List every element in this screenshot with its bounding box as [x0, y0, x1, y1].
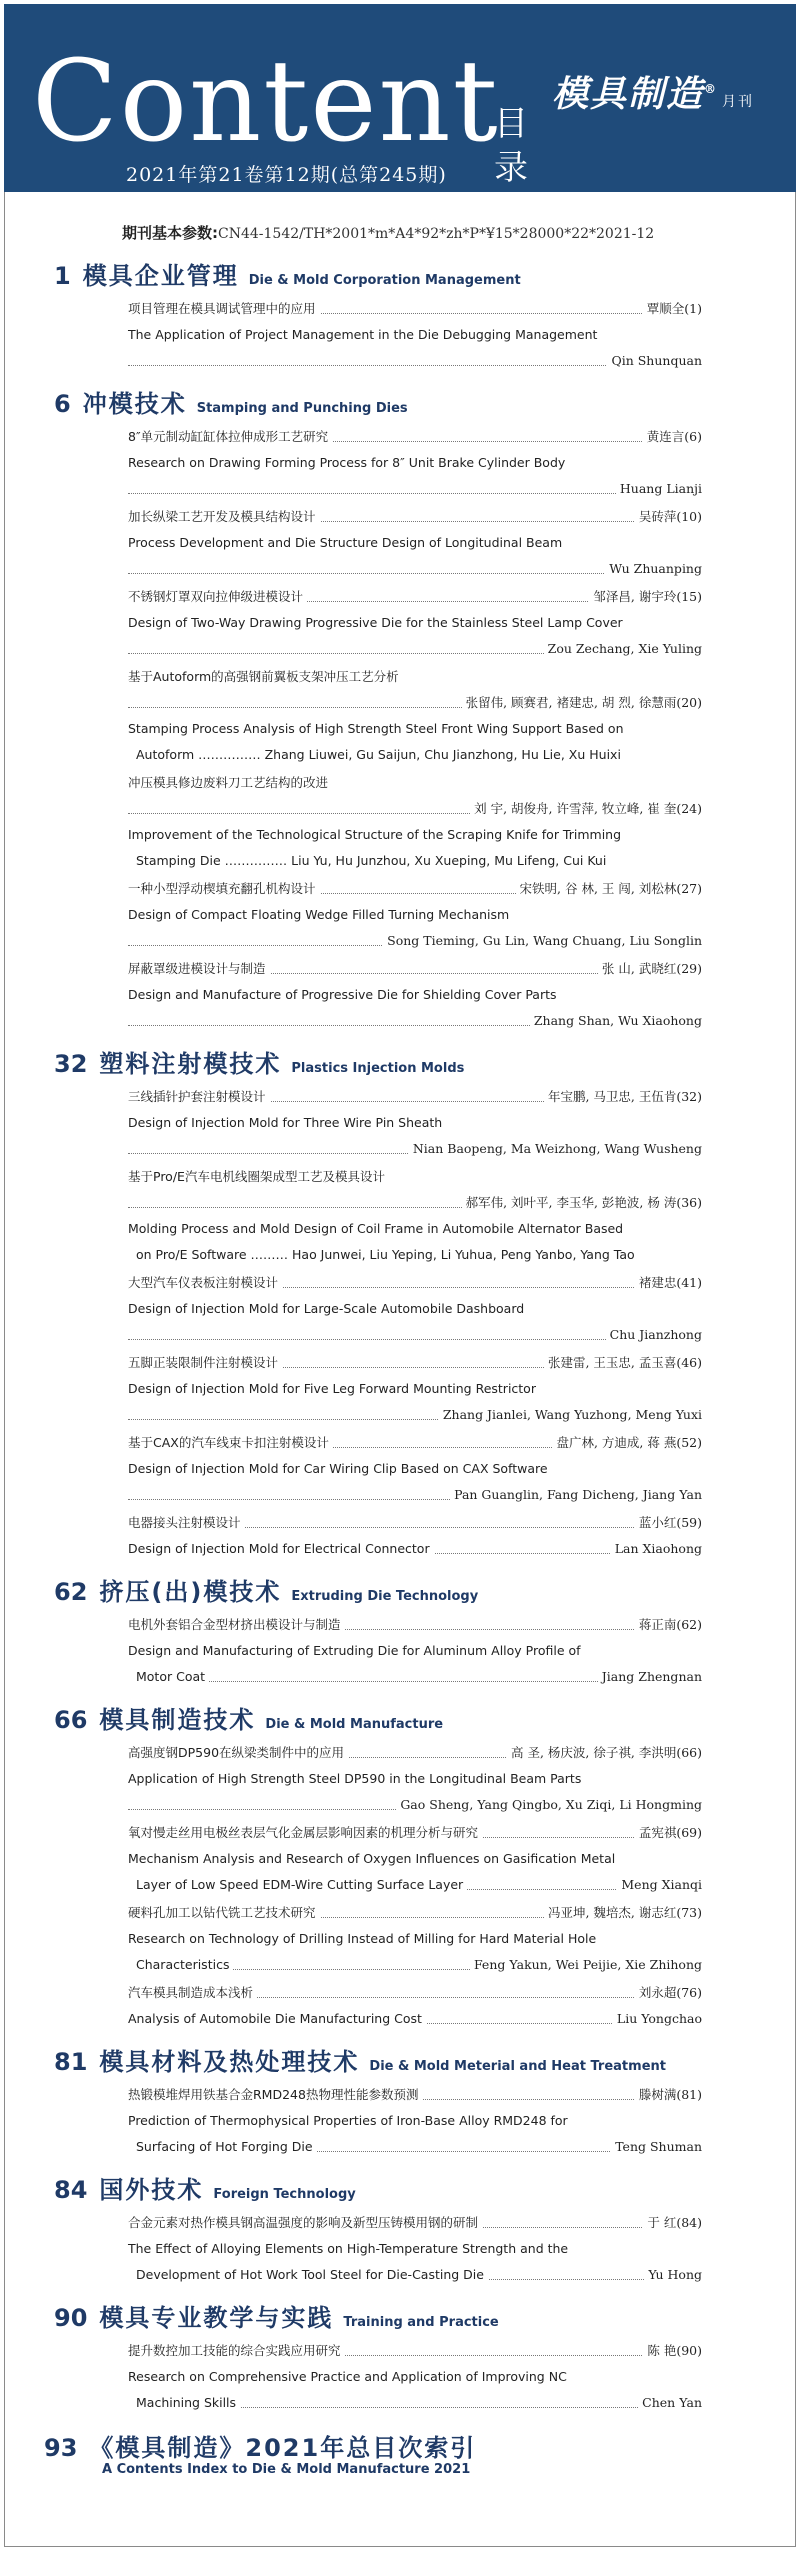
entry-authors-en-right: Zhang Shan, Wu Xiaohong	[530, 1008, 702, 1034]
toc-entry	[128, 584, 702, 662]
entry-authors-en-right: Gao Sheng, Yang Qingbo, Xu Ziqi, Li Hongming	[396, 1792, 702, 1818]
toc-entry	[128, 1612, 702, 1690]
entry-authors-en	[128, 2134, 702, 2160]
entry-title-en	[128, 1846, 702, 1872]
entry-authors-cn-right: 张留伟, 顾赛君, 褚建忠, 胡 烈, 徐慧雨(20)	[462, 690, 702, 716]
section-number: 66	[54, 1706, 88, 1734]
toc-entry	[128, 1430, 702, 1508]
entry-title-cn-lead: 三线插针护套注射模设计	[128, 1084, 270, 1110]
entry-title-en-lead: Design of Injection Mold for Electrical Connector	[128, 1536, 434, 1562]
entry-title-cn-lead: 屏蔽罩级进模设计与制造	[128, 956, 270, 982]
section-heading	[54, 1700, 443, 1732]
section-heading	[54, 1044, 464, 1076]
entry-authors-en-right: Huang Lianji	[616, 476, 702, 502]
entry-title-en-text: Prediction of Thermophysical Properties of Iron-Base Alloy RMD248 for	[128, 2113, 568, 2128]
section-number: 32	[54, 1050, 88, 1078]
section-title-en: Plastics Injection Molds	[291, 1061, 465, 1076]
toc-entry	[128, 770, 702, 874]
registered-icon: ®	[704, 82, 719, 96]
section-heading	[54, 256, 521, 288]
entry-authors-en-text: Stamping Die …………… Liu Yu, Hu Junzhou, Xu Xueping, Mu Lifeng, Cui Kui	[136, 853, 607, 868]
toc-entry	[128, 1740, 702, 1818]
entry-authors-cn-right: 刘 宇, 胡俊舟, 许雪萍, 牧立峰, 崔 奎(24)	[470, 796, 702, 822]
entry-title-cn	[128, 956, 702, 982]
section-title-cn: 挤压(出)模技术	[99, 1578, 282, 1606]
entry-title-cn-lead: 提升数控加工技能的综合实践应用研究	[128, 2338, 345, 2364]
entry-authors-en-text: on Pro/E Software ……… Hao Junwei, Liu Yeping, Li Yuhua, Peng Yanbo, Yang Tao	[136, 1247, 635, 1262]
section-heading	[54, 384, 408, 416]
entry-title-cn-right: 冯亚坤, 魏培杰, 谢志红(73)	[544, 1900, 702, 1926]
section-title-cn: 国外技术	[99, 2176, 204, 2204]
params-label: 期刊基本参数:	[122, 224, 218, 242]
entry-authors-en-right: Feng Yakun, Wei Peijie, Xie Zhihong	[470, 1952, 702, 1978]
entry-title-cn-lead: 电机外套铝合金型材挤出模设计与制造	[128, 1612, 345, 1638]
entry-authors-cn	[128, 1190, 702, 1216]
toc-entry	[128, 504, 702, 582]
section-title-cn: 模具材料及热处理技术	[99, 2048, 360, 2076]
entry-title-cn-lead: 不锈钢灯罩双向拉伸级进模设计	[128, 584, 307, 610]
entry-title-cn-lead: 8″单元制动缸缸体拉伸成形工艺研究	[128, 424, 332, 450]
entry-authors-en-right: Teng Shuman	[611, 2134, 702, 2160]
entry-title-cn	[128, 1510, 702, 1536]
entry-title-cn	[128, 1740, 702, 1766]
logo-text: 模具制造	[552, 73, 705, 115]
entry-title-cn	[128, 664, 702, 690]
section-heading	[54, 2298, 499, 2330]
entry-authors-en-lead: Motor Coat	[128, 1664, 209, 1690]
entry-title-en-text: Design and Manufacturing of Extruding Die for Aluminum Alloy Profile of	[128, 1643, 581, 1658]
entry-title-cn-right: 褚建忠(41)	[635, 1270, 702, 1296]
entry-title-en	[128, 1766, 702, 1792]
entry-title-cn-right: 盘广林, 方迪成, 蒋 燕(52)	[552, 1430, 702, 1456]
toc-entry	[128, 1084, 702, 1162]
index-heading	[44, 2428, 476, 2460]
entry-authors-en-right: Chu Jianzhong	[606, 1322, 702, 1348]
entry-title-cn-lead: 基于CAX的汽车线束卡扣注射模设计	[128, 1430, 333, 1456]
toc-entry	[128, 1980, 702, 2032]
entry-authors-en	[128, 1136, 702, 1162]
entry-title-cn-right: 邹泽昌, 谢宇玲(15)	[589, 584, 702, 610]
section-title-cn: 塑料注射模技术	[99, 1050, 282, 1078]
entry-title-cn-right: 刘永超(76)	[635, 1980, 702, 2006]
entry-title-en-text: Research on Drawing Forming Process for 8″ Unit Brake Cylinder Body	[128, 455, 566, 470]
header-cn: 目录	[494, 104, 528, 188]
entry-title-cn-lead: 热锻模堆焊用铁基合金RMD248热物理性能参数预测	[128, 2082, 422, 2108]
entry-title-en	[128, 450, 702, 476]
section-heading	[54, 2042, 666, 2074]
entry-title-cn-lead: 合金元素对热作模具钢高温强度的影响及新型压铸模用钢的研制	[128, 2210, 482, 2236]
index-title-cn: 《模具制造》2021年总目次索引	[89, 2434, 477, 2462]
toc-entry	[128, 876, 702, 954]
entry-title-cn	[128, 2082, 702, 2108]
entry-title-en	[128, 716, 702, 742]
entry-authors-en	[128, 476, 702, 502]
entry-title-cn-lead: 一种小型浮动楔填充翻孔机构设计	[128, 876, 320, 902]
entry-title-cn-lead: 加长纵梁工艺开发及模具结构设计	[128, 504, 320, 530]
entry-title-en-text: Molding Process and Mold Design of Coil Frame in Automobile Alternator Based	[128, 1221, 624, 1236]
section-number: 81	[54, 2048, 88, 2076]
entry-authors-en-right: Pan Guanglin, Fang Dicheng, Jiang Yan	[450, 1482, 702, 1508]
toc-entry	[128, 1510, 702, 1562]
toc-entry	[128, 2338, 702, 2416]
toc-entry	[128, 424, 702, 502]
entry-title-en	[128, 1296, 702, 1322]
entry-authors-en	[128, 2262, 702, 2288]
entry-title-en	[128, 902, 702, 928]
index-title-en: A Contents Index to Die & Mold Manufacture 2021	[102, 2462, 471, 2477]
section-title-en: Extruding Die Technology	[291, 1589, 479, 1604]
entry-title-en	[128, 1638, 702, 1664]
entry-authors-en	[128, 848, 702, 874]
section-heading	[54, 2170, 356, 2202]
section-number: 6	[54, 390, 71, 418]
entry-authors-en-lead: Machining Skills	[128, 2390, 240, 2416]
section-title-en: Foreign Technology	[213, 2187, 356, 2202]
params-value: CN44-1542/TH*2001*m*A4*92*zh*P*¥15*28000*22*2021-12	[218, 226, 655, 242]
journal-params	[122, 222, 654, 243]
entry-authors-en-lead: Development of Hot Work Tool Steel for Die-Casting Die	[128, 2262, 488, 2288]
entry-title-cn	[128, 1980, 702, 2006]
entry-title-cn-right: 蓝小红(59)	[635, 1510, 702, 1536]
entry-authors-en-lead: Characteristics	[128, 1952, 233, 1978]
section-number: 84	[54, 2176, 88, 2204]
entry-title-cn-right: 孟宪祺(69)	[635, 1820, 702, 1846]
entry-title-cn-right: 高 圣, 杨庆波, 徐子祺, 李洪明(66)	[507, 1740, 702, 1766]
entry-title-en	[128, 2236, 702, 2262]
toc-entry	[128, 956, 702, 1034]
section-title-cn: 冲模技术	[82, 390, 187, 418]
entry-title-en-text: Design of Compact Floating Wedge Filled Turning Mechanism	[128, 907, 510, 922]
entry-title-cn-right: 滕树满(81)	[635, 2082, 702, 2108]
entry-authors-en	[128, 742, 702, 768]
entry-title-cn	[128, 1900, 702, 1926]
entry-authors-en-right: Zhang Jianlei, Wang Yuzhong, Meng Yuxi	[439, 1402, 702, 1428]
entry-title-cn-lead: 高强度钢DP590在纵梁类制件中的应用	[128, 1740, 348, 1766]
entry-authors-en-right: Jiang Zhengnan	[598, 1664, 702, 1690]
entry-title-cn	[128, 1350, 702, 1376]
entry-title-en-text: Design of Injection Mold for Three Wire Pin Sheath	[128, 1115, 443, 1130]
header-word: Content	[32, 37, 500, 167]
toc-entry	[128, 1900, 702, 1978]
entry-title-en	[128, 1110, 702, 1136]
entry-title-cn	[128, 424, 702, 450]
entry-title-en-right: Lan Xiaohong	[611, 1536, 702, 1562]
entry-title-en	[128, 1926, 702, 1952]
section-title-en: Training and Practice	[343, 2315, 499, 2330]
toc-entry	[128, 1164, 702, 1268]
section-title-en: Die & Mold Meterial and Heat Treatment	[369, 2059, 666, 2074]
entry-title-cn	[128, 2210, 702, 2236]
entry-title-en-text: Design of Two-Way Drawing Progressive Die for the Stainless Steel Lamp Cover	[128, 615, 623, 630]
entry-authors-en	[128, 1322, 702, 1348]
entry-title-cn-lead: 氧对慢走丝用电极丝表层气化金属层影响因素的机理分析与研究	[128, 1820, 482, 1846]
entry-title-en-text: Mechanism Analysis and Research of Oxygen Influences on Gasification Metal	[128, 1851, 616, 1866]
entry-title-en-text: Design of Injection Mold for Five Leg Forward Mounting Restrictor	[128, 1381, 536, 1396]
entry-authors-en-lead: Surfacing of Hot Forging Die	[128, 2134, 317, 2160]
entry-authors-en	[128, 1952, 702, 1978]
entry-authors-en-right: Song Tieming, Gu Lin, Wang Chuang, Liu Songlin	[383, 928, 702, 954]
entry-title-cn-right: 黄连言(6)	[643, 424, 702, 450]
entry-title-cn-right: 蒋正南(62)	[635, 1612, 702, 1638]
entry-title-en-text: Improvement of the Technological Structure of the Scraping Knife for Trimming	[128, 827, 622, 842]
section-title-cn: 模具制造技术	[99, 1706, 256, 1734]
logo-sub: 月刊	[722, 94, 755, 110]
entry-authors-en-right: Nian Baopeng, Ma Weizhong, Wang Wusheng	[409, 1136, 702, 1162]
entry-title-cn-text: 冲压模具修边废料刀工艺结构的改进	[128, 775, 329, 790]
entry-title-en-text: Research on Technology of Drilling Instead of Milling for Hard Material Hole	[128, 1931, 597, 1946]
entry-title-cn-right: 张 山, 武晓红(29)	[598, 956, 702, 982]
toc-entry	[128, 1270, 702, 1348]
entry-title-cn	[128, 504, 702, 530]
entry-title-en-text: Design of Injection Mold for Large-Scale Automobile Dashboard	[128, 1301, 525, 1316]
entry-title-cn	[128, 1164, 702, 1190]
entry-title-cn	[128, 876, 702, 902]
section-number: 1	[54, 262, 71, 290]
entry-authors-en-right: Wu Zhuanping	[605, 556, 702, 582]
entry-title-cn-right: 陈 艳(90)	[643, 2338, 702, 2364]
entry-authors-en-right: Yu Hong	[644, 2262, 702, 2288]
entry-authors-en-right: Zou Zechang, Xie Yuling	[544, 636, 702, 662]
toc-entry	[128, 1350, 702, 1428]
entry-title-en	[128, 2364, 702, 2390]
entry-title-cn	[128, 1270, 702, 1296]
entry-authors-en	[128, 348, 702, 374]
section-number: 62	[54, 1578, 88, 1606]
entry-title-cn	[128, 1820, 702, 1846]
entry-title-en	[128, 982, 702, 1008]
entry-authors-en	[128, 1792, 702, 1818]
magazine-logo	[552, 66, 754, 117]
entry-authors-en-right: Qin Shunquan	[607, 348, 702, 374]
entry-title-cn-right: 于 红(84)	[643, 2210, 702, 2236]
entry-title-en	[128, 322, 702, 348]
entry-title-cn-lead: 大型汽车仪表板注射模设计	[128, 1270, 282, 1296]
entry-title-en-text: Application of High Strength Steel DP590 in the Longitudinal Beam Parts	[128, 1771, 582, 1786]
entry-title-cn-right: 年宝鹏, 马卫忠, 王伍肯(32)	[544, 1084, 702, 1110]
entry-authors-en	[128, 1242, 702, 1268]
entry-title-cn-lead: 汽车模具制造成本浅析	[128, 1980, 257, 2006]
entry-title-en	[128, 822, 702, 848]
toc-entry	[128, 2210, 702, 2288]
entry-authors-en	[128, 1872, 702, 1898]
entry-title-en	[128, 1456, 702, 1482]
entry-title-cn	[128, 1612, 702, 1638]
toc-entry	[128, 2082, 702, 2160]
entry-title-en	[128, 1536, 702, 1562]
entry-title-en	[128, 2006, 702, 2032]
entry-authors-en	[128, 1402, 702, 1428]
toc-entry	[128, 296, 702, 374]
entry-title-en	[128, 1216, 702, 1242]
entry-title-cn-text: 基于Autoform的高强钢前翼板支架冲压工艺分析	[128, 669, 399, 684]
entry-title-cn	[128, 2338, 702, 2364]
entry-title-cn-text: 基于Pro/E汽车电机线圈架成型工艺及模具设计	[128, 1169, 385, 1184]
entry-title-en-lead: Analysis of Automobile Die Manufacturing Cost	[128, 2006, 426, 2032]
section-title-cn: 模具专业教学与实践	[99, 2304, 334, 2332]
entry-title-en	[128, 610, 702, 636]
entry-authors-cn-right: 郝军伟, 刘叶平, 李玉华, 彭艳波, 杨 涛(36)	[462, 1190, 702, 1216]
entry-title-cn-lead: 硬料孔加工以钻代铣工艺技术研究	[128, 1900, 320, 1926]
entry-authors-en	[128, 556, 702, 582]
entry-title-en-text: Stamping Process Analysis of High Strength Steel Front Wing Support Based on	[128, 721, 624, 736]
entry-title-en-text: Research on Comprehensive Practice and Application of Improving NC	[128, 2369, 567, 2384]
entry-title-en-text: Process Development and Die Structure Design of Longitudinal Beam	[128, 535, 563, 550]
entry-authors-en	[128, 1482, 702, 1508]
entry-title-en	[128, 530, 702, 556]
entry-title-cn-lead: 电器接头注射模设计	[128, 1510, 245, 1536]
entry-authors-en-lead: Layer of Low Speed EDM-Wire Cutting Surface Layer	[128, 1872, 467, 1898]
section-title-cn: 模具企业管理	[82, 262, 239, 290]
entry-title-en-text: The Effect of Alloying Elements on High-Temperature Strength and the	[128, 2241, 569, 2256]
section-title-en: Die & Mold Corporation Management	[248, 273, 521, 288]
entry-title-en	[128, 2108, 702, 2134]
section-title-en: Stamping and Punching Dies	[196, 401, 408, 416]
entry-title-cn	[128, 1430, 702, 1456]
toc-header	[4, 4, 796, 192]
entry-title-cn	[128, 1084, 702, 1110]
entry-authors-en	[128, 636, 702, 662]
entry-title-cn-lead: 项目管理在模具调试管理中的应用	[128, 296, 320, 322]
entry-title-cn	[128, 584, 702, 610]
entry-title-en-text: The Application of Project Management in the Die Debugging Management	[128, 327, 598, 342]
entry-authors-en-right: Chen Yan	[638, 2390, 702, 2416]
entry-title-cn-right: 宋铁明, 谷 林, 王 闯, 刘松林(27)	[516, 876, 702, 902]
entry-authors-en-text: Autoform …………… Zhang Liuwei, Gu Saijun, Chu Jianzhong, Hu Lie, Xu Huixi	[136, 747, 621, 762]
entry-title-en	[128, 1376, 702, 1402]
entry-authors-en	[128, 1008, 702, 1034]
index-number: 93	[44, 2434, 78, 2462]
toc-entry	[128, 664, 702, 768]
entry-title-en-text: Design of Injection Mold for Car Wiring Clip Based on CAX Software	[128, 1461, 548, 1476]
entry-title-cn	[128, 296, 702, 322]
entry-title-en-right: Liu Yongchao	[613, 2006, 702, 2032]
entry-authors-en	[128, 2390, 702, 2416]
section-title-en: Die & Mold Manufacture	[265, 1717, 444, 1732]
entry-authors-cn	[128, 690, 702, 716]
entry-title-cn	[128, 770, 702, 796]
entry-title-cn-right: 吴砖萍(10)	[635, 504, 702, 530]
section-number: 90	[54, 2304, 88, 2332]
entry-title-cn-right: 覃顺全(1)	[643, 296, 702, 322]
section-heading	[54, 1572, 478, 1604]
entry-title-en-text: Design and Manufacture of Progressive Die for Shielding Cover Parts	[128, 987, 557, 1002]
issue-info: 2021年第21卷第12期(总第245期)	[126, 164, 447, 186]
entry-authors-cn	[128, 796, 702, 822]
entry-title-cn-lead: 五脚正装限制件注射模设计	[128, 1350, 282, 1376]
entry-title-cn-right: 张建雷, 王玉忠, 孟玉喜(46)	[544, 1350, 702, 1376]
toc-entry	[128, 1820, 702, 1898]
entry-authors-en	[128, 1664, 702, 1690]
entry-authors-en	[128, 928, 702, 954]
entry-authors-en-right: Meng Xianqi	[617, 1872, 702, 1898]
